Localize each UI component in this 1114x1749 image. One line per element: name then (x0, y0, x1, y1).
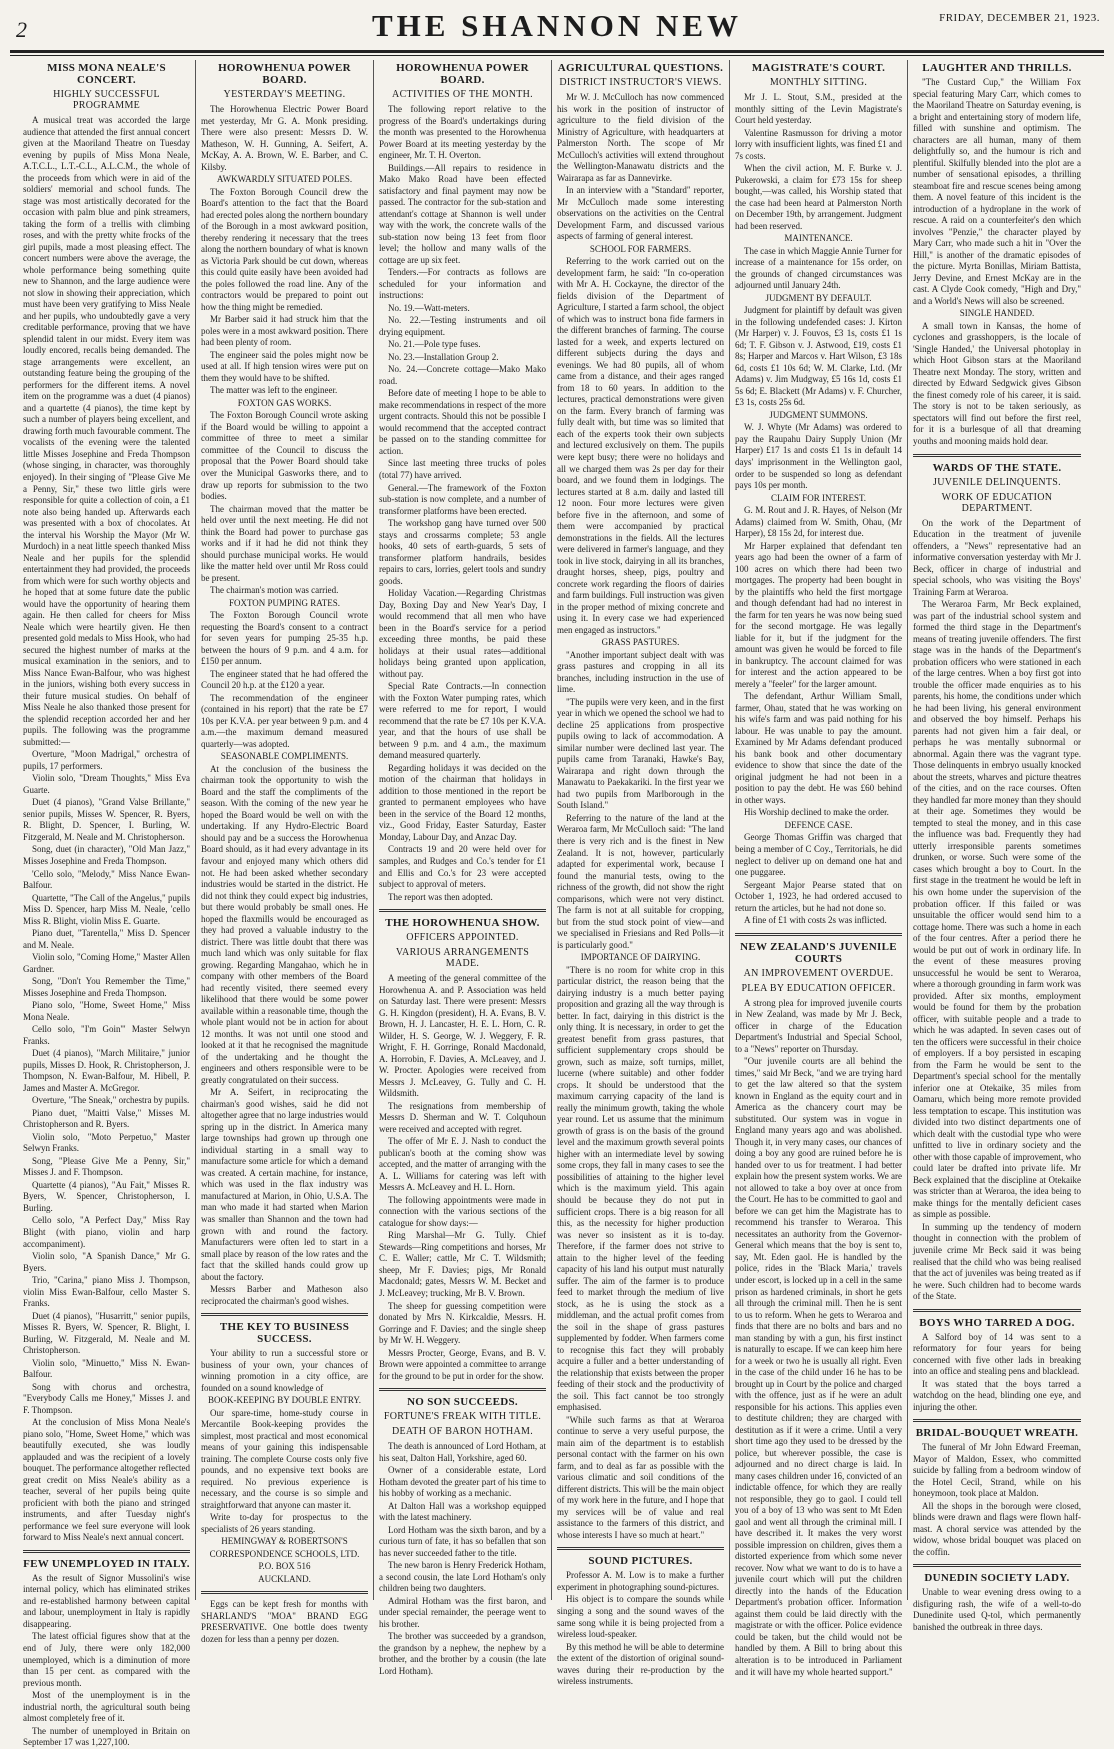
paragraph: BOOK-KEEPING BY DOUBLE ENTRY. (208, 1395, 361, 1406)
paragraph: SCHOOL FOR FARMERS. (589, 243, 692, 254)
paragraph: Overture, "The Sneak," orchestra by pupils. (32, 1095, 190, 1106)
paragraph: The defendant, Arthur William Small, farmer, Ohau, stated that he was working on his wife's farm and was paid nothing for his labour. He was unable to pay the amount. Examined by Mr Adams defendant produced his bank book and other documentary evidence to show that since the date of the original judgment he had not been in a position to pay the debt. He was £60 behind in other ways. (735, 691, 902, 805)
paragraph: Our spare-time, home-study course in Mercantile Book-keeping provides the simplest, most practical and most economical means of your gaining this indispensable training. The complete Course costs only five pounds, and no expensive text books are required. No previous experience is necessary, and the course is so simple and straightforward that anyone can master it. (201, 1407, 368, 1510)
article-headline: HOROWHENUA POWER BOARD. (396, 62, 529, 86)
paragraph: The report was then adopted. (388, 891, 493, 902)
paragraph: The workshop gang have turned over 500 stays and crossarms complete; 53 angle hooks, 40 sets of earth-guards, 5 sets of transformer platform handrails, besides repairs to cars, lorries, gelert tools and sundry goods. (379, 518, 546, 586)
article-subhead: ACTIVITIES OF THE MONTH. (392, 89, 533, 100)
column-rule (557, 1547, 724, 1550)
paragraph: Buildings.—All repairs to residence in Mako Mako Road have been effected satisfactory and final payment may now be passed. The contractor for the sub-station and attendant's cottage at Shannon is well under way with the work, the concrete walls of the sub-station now being 13 feet from floor level; the hollow and many walls of the cottage are up six feet. (379, 162, 546, 265)
article-headline: DUNEDIN SOCIETY LADY. (924, 1572, 1070, 1585)
paragraph: At the conclusion of the business the chairman took the opportunity to wish the Board and the staff the compliments of the season. With the coming of the new year he hoped the Board would be well on with the undertaking. If any Hydro-Electric Board should pay and be a success the Horowhenua Board should, as it had every advantage in its favour and enjoyed many which others did not. He had been asked whether secondary industries would be started in the district. He did not think they could expect big industries, but there would probably be small ones. He hoped the flaxmills would be encouraged as they had proved a valuable industry to the district. There was little doubt that there was much land which was only suitable for flax growing. Regarding Mangahao, which he in company with other members of the Board had recently visited, there seemed every likelihood that there would be some power available within a reasonable time, though the whole plant would not be in action for about 12 months. It was not until one stood and looked at it that he recognised the magnitude of the undertaking and he thought the engineers and others responsible were to be greatly congratulated on their success. (201, 763, 368, 1085)
paragraph: Write to-day for prospectus to the specialists of 26 years standing. (201, 1512, 368, 1534)
paragraph: The Foxton Borough Council wrote requesting the Board's consent to a contract for seven years for pumping 25-35 h.p. between the hours of 9 p.m. and 4 a.m. for £150 per annum. (201, 610, 368, 667)
column-rule (735, 933, 902, 936)
paragraph: Ring Marshal—Mr G. Tully. Chief Stewards—Ring competitions and horses, Mr C. E. Waller; cattle, Mr C. T. Wildsmith; sheep, Mr F. Davies; pigs, Mr Ronald Macdonald; gates, Messrs W. M. Becket and J. McLeavey; trucking, Mr B. V. Brown. (379, 1230, 546, 1298)
paragraph: The recommendation of the engineer (contained in his report) that the rate be £7 10s per K.V.A. per year between 9 p.m. and 4 a.m.—the maximum demand measured quarterly—was adopted. (201, 692, 368, 749)
paragraph: The sheep for guessing competition were donated by Mrs N. Kirkcaldie, Messrs. H. Gorringe and F. Davies; and the single sheep by Mr W. H. Weggery. (379, 1300, 546, 1346)
paragraph: Cello solo, "I'm Goin'" Master Selwyn Franks. (23, 1024, 190, 1046)
paragraph: "While such farms as that at Weraroa continue to serve a very useful purpose, the main aim of the department is to establish personal contact with the farmer on his own farm, and to deal as far as possible with the various climatic and soil conditions of the different districts. This will be the main object of my work here in the future, and I hope that my services will be of value and real assistance to the farmers of this district, and whose interests I have so much at heart." (557, 1414, 724, 1540)
paragraph: IMPORTANCE OF DAIRYING. (580, 952, 701, 963)
article-body (379, 1441, 546, 1677)
article-subhead: DISTRICT INSTRUCTOR'S VIEWS. (559, 77, 722, 88)
article-headline: FEW UNEMPLOYED IN ITALY. (23, 1557, 190, 1570)
paragraph: Mr A. Seifert, in reciprocating the chairman's good wishes, said he did not altogether agree that no large industries would spring up in the district. In America many large townships had grown up through one individual starting in a small way to manufacture some article for which a demand was created. A certain machine, for instance, which was used in the flax industry was manufactured at Marion, in Ohio, U.S.A. The man who made it had started when Marion was smaller than Shannon and the town had grown with and round the factory. Manufacturers were often led to start in a small place by reason of the low rates and the fact that the skilled hands could grow up about the factory. (201, 1087, 368, 1282)
article-body (913, 1332, 1081, 1414)
paragraph: A Salford boy of 14 was sent to a reformatory for four years for being concerned with five other lads in breaking into an office and stealing pens and blacklead. (913, 1331, 1081, 1377)
paragraph: AUCKLAND. (258, 1573, 311, 1584)
paragraph: The offer of Mr E. J. Nash to conduct the publican's booth at the coming show was accepted, and the matter of arranging with the A. L. Williams for catering was left with Messrs A. McLeavey and H. L. Horn. (379, 1136, 546, 1193)
paragraph: All the shops in the borough were closed, blinds were drawn and flags were flown half-mast. A choral service was attended by the widow, whose bridal bouquet was placed on the coffin. (913, 1500, 1081, 1557)
paragraph: No. 24.—Concrete cottage—Mako Mako road. (379, 364, 546, 386)
advert-text: Eggs can be kept fresh for months with SHARLAND'S "MOA" BRAND EGG PRESERVATIVE. One bottle does twenty dozen for less than a penny per dozen. (201, 1599, 368, 1644)
paragraph: No. 22.—Testing instruments and oil drying equipment. (379, 315, 546, 337)
paragraph: Owner of a considerable estate, Lord Hotham devoted the greater part of his time to his hobby of working as a mechanic. (379, 1465, 546, 1499)
paragraph: W. J. Whyte (Mr Adams) was ordered to pay the Raupahu Dairy Supply Union (Mr Harper) £17 1s and costs £1 1s in default 14 days' imprisonment in the Wellington gaol, order to be suspended so long as defendant pays 10s per month. (735, 422, 902, 491)
paragraph: SINGLE HANDED. (959, 308, 1035, 319)
paragraph: Mr Harper explained that defendant ten years ago had been the owner of a farm of 100 acres on which there had been two mortgages. The property had been bought in by the plaintiffs who held the first mortgage and though defendant had had no interest in the farm for ten years he was now being sued for the second mortgage. He was legally liable for it, but if the judgment for the amount was given he would be forced to file in bankruptcy. The account claimed for was for interest and the action appeared to be merely a "feeler" for the larger amount. (735, 540, 902, 689)
article-headline: SOUND PICTURES. (588, 1555, 693, 1568)
paragraph: Violin solo, "A Spanish Dance," Mr G. Byers. (23, 1251, 190, 1273)
paragraph: DEFENCE CASE. (784, 819, 853, 830)
paragraph: Overture, "Moon Madrigal," orchestra of pupils, 17 performers. (23, 749, 190, 771)
article-subhead: PLEA BY EDUCATION OFFICER. (741, 982, 896, 994)
paragraph: Duet (4 pianos), "Grand Valse Brillante," senior pupils, Misses W. Spencer, R. Byers, R. Blight, D. Spencer, I. Burling, W. Fitzgerald, M. Neale and M. Christopherson. (23, 797, 190, 842)
paragraph: George Thomas Griffin was charged that being a member of C Coy., Territorials, he did neglect to deliver up on demand one hat and one puggaree. (735, 832, 902, 878)
paragraph: At the conclusion of Miss Mona Neale's piano solo, "Home, Sweet Home," which was beautifully executed, she was loudly applauded and was the recipient of a lovely bouquet. The performance altogether reflected great credit on Miss Neale's ability as a teacher, several of her pupils being quite proficient with both the piano and stringed instruments, and after Tuesday night's performance we feel sure everyone will look forward to Miss Neale's next annual concert. (23, 1417, 191, 1543)
paragraph: The following appointments were made in connection with the various sections of the catalogue for show days:— (379, 1194, 546, 1228)
paragraph: HEMINGWAY & ROBERTSON'S (221, 1536, 348, 1547)
paragraph: Unable to wear evening dress owing to a disfiguring rash, the wife of a well-to-do Dunedinite used Q-tol, which permanently banished the outbreak in three days. (913, 1587, 1081, 1632)
page-number: 2 (16, 17, 27, 42)
paragraph: The new baron is Henry Frederick Hotham, a second cousin, the late Lord Hotham's only children being two daughters. (379, 1560, 546, 1594)
paragraph: "The pupils were very keen, and in the first year in which we opened the school we had to decline 25 applications from prospective pupils owing to lack of accommodation. A similar number were declined last year. The pupils came from Taranaki, Hawke's Bay, Wairarapa and right down through the Manawatu to Paekakariki. In the first year we had two pupils from Marlborough in the South Island." (557, 696, 724, 811)
masthead-rule-thin (10, 55, 1104, 56)
column-1 (18, 60, 196, 1748)
column-rule (913, 1309, 1081, 1312)
paragraph: Piano duet, "Maitti Valse," Misses M. Christopherson and R. Byers. (23, 1107, 190, 1130)
article-body (913, 77, 1081, 448)
paragraph: FOXTON GAS WORKS. (237, 397, 332, 408)
paragraph: It was stated that the boys tarred a watchdog on the head, blinding one eye, and injuring the other. (913, 1378, 1081, 1412)
paragraph: FOXTON PUMPING RATES. (228, 597, 341, 608)
paragraph: Song, duet (in character), "Old Man Jazz," Misses Josephine and Freda Thompson. (23, 844, 190, 866)
paragraph: Admiral Hotham was the first baron, and under special remainder, the peerage went to his brother. (379, 1595, 546, 1629)
article-body (557, 92, 724, 1541)
paragraph: At Dalton Hall was a workshop equipped with the latest machinery. (379, 1500, 546, 1523)
article-subhead: JUVENILE DELINQUENTS. (933, 476, 1061, 488)
paragraph: The case in which Maggie Annie Turner for increase of a maintenance for 15s order, on the grounds of changed circumstances was adjourned until January 24th. (735, 245, 902, 291)
column-rule (379, 1388, 546, 1391)
paragraph: Song, "Don't You Remember the Time," Misses Josephine and Freda Thompson. (23, 976, 190, 998)
masthead (10, 8, 1104, 50)
paragraph: Piano solo, "Home, Sweet Home," Miss Mona Neale. (23, 1000, 190, 1022)
paragraph: Quartette, "The Call of the Angelus," pupils Miss D. Spencer, harp Miss M. Neale, 'cello Miss R. Blight, violin Miss E. Guarte. (23, 892, 190, 926)
paragraph: His Worship declined to make the order. (744, 807, 889, 818)
article-subhead: MONTHLY SITTING. (769, 77, 868, 88)
paragraph: No. 21.—Pole type fuses. (388, 339, 481, 350)
paragraph: Valentine Rasmusson for driving a motor lorry with insufficient lights, was fined £1 and 7s costs. (735, 127, 902, 161)
paragraph: The number of unemployed in Britain on September 17 was 1,227,100. (23, 1725, 190, 1748)
paragraph: AWKWARDLY SITUATED POLES. (216, 174, 353, 185)
article-body (913, 1442, 1081, 1558)
paragraph: Lord Hotham was the sixth baron, and by a curious turn of fate, it has so befallen that son has never succeeded father to the title. (379, 1524, 546, 1558)
article-headline: HOROWHENUA POWER BOARD. (218, 62, 351, 86)
paragraph: MAINTENANCE. (784, 233, 853, 244)
paragraph: A small town in Kansas, the home of cyclones and grasshoppers, is the locale of 'Single Handed,' the Universal photoplay in which Hoot Gibson stars at the Maoriland Theatre next Monday. The story, written and directed by Edward Sedgwick gives Gibson the finest comedy role of his career, it is said. The story is not to be taken seriously, as spectators will find out before the first reel, for it is a burlesque of all that dreaming youths and mooning maids hold dear. (913, 320, 1081, 446)
paragraph: Your ability to run a successful store or business of your own, your chances of winning promotion in a city office, are founded on a sound knowledge of (201, 1348, 368, 1393)
paragraph: Before date of meeting I hope to be able to make recommendations in respect of the more urgent contracts. Should this not be possible I would recommend that the accepted contract be passed on to the standing committee for action. (379, 388, 546, 456)
paragraph: The funeral of Mr John Edward Freeman, Mayor of Maldon, Essex, who committed suicide by falling from a bedroom window of the Hotel Cecil, Strand, while on his honeymoon, took place at Maldon. (913, 1442, 1081, 1499)
paragraph: The matter was left to the engineer. (210, 385, 338, 396)
paragraph: The chairman moved that the matter be held over until the next meeting. He did not think the Board had power to purchase gas works and if it had he did not think they should purchase municipal works. He would like the matter held over until Mr Ross could be present. (201, 503, 368, 583)
article-body (735, 998, 902, 1678)
paragraph: The Weraroa Farm, Mr Beck explained, was part of the industrial school system and formed the third stage in the Department's means of treating juvenile offenders. The first stage was in the hands of the Department's probation officers who were stationed in each of the large centres. When a boy first got into trouble the officer made enquiries as to his parents, his home, the conditions under which he had been living, his general environment and observed the boy himself. Perhaps his parents had not given him a fair deal, or perhaps he was mentally subnormal or abnormal. Again there was the vagrant type. Those delinquents in embryo usually knocked about the streets, wharves and picture theatres of the cities, and on the race courses. Often they handled far more money than they should at their age. Sometimes they would be tempted to steal the money, and in this case the influence was bad. Frequently they had utterly irresponsible parents sometimes drunken, or worse. Such were some of the cases which brought a boy to Court. In the first stage in the treatment he would be left in his own home under the supervision of the probation officer. If this failed or was unsuitable the officer would send him to a cottage home. There was such a home in each of the four centres. After a period there he would be put out of work in ordinary life. In the event of these measures proving unsuccessful he would be sent to Weraroa, where a thorough grounding in farm work was provided. After six months, employment would be found for them by the probation officer, with suitable people and a trade to which he was adapted. In seven cases out of ten the officers were successful in their choice of employers. If a boy persisted in escaping from the Farm he would be sent to the Department's special school for the mentally inferior one at Otekaike, 35 miles from Oamaru, which being more remote provided less temptation to escape. This institution was divided into two distinct departments one of which dealt with the custodial type who were unfitted to live in ordinary society and the other with those capable of improvement, who could later be drafted into private life. Mr Beck explained that the discipline at Otekaike was stricter than at Weraroa, the idea being to make things for the mentally deficient cases as simple as possible. (913, 599, 1081, 1220)
article-body (201, 104, 368, 1307)
paragraph: Piano duet, "Tarentella," Miss D. Spencer and M. Neale. (23, 928, 190, 950)
paragraph: Sergeant Major Pearse stated that on October 1, 1923, he had ordered accused to return the articles, but he had not done so. (735, 879, 902, 913)
paragraph: Since last meeting three trucks of poles (total 77) have arrived. (379, 458, 546, 480)
column-rule (913, 1419, 1081, 1422)
article-body (23, 115, 190, 1544)
paragraph: Messrs Procter, George, Evans, and B. V. Brown were appointed a committee to arrange for the ground to be put in order for the show. (379, 1347, 546, 1381)
paragraph: Tenders.—For contracts as follows are scheduled for your information and instructions: (379, 267, 546, 301)
paragraph: SEASONABLE COMPLIMENTS. (220, 751, 349, 762)
paragraph: P.O. BOX 516 (258, 1561, 311, 1572)
paragraph: "Another important subject dealt with was grass pastures and cropping in all its branches, including instruction in the use of lime. (557, 649, 724, 695)
paragraph: The latest official figures show that at the end of July, there were only 182,000 unemployed, which is a diminution of more than 15 per cent. as compared with the previous month. (23, 1631, 190, 1688)
article-headline: MAGISTRATE'S COURT. (751, 62, 886, 74)
column-5 (730, 60, 908, 1677)
column-rule (913, 454, 1081, 457)
paragraph: JUDGMENT BY DEFAULT. (765, 292, 872, 303)
column-rule (23, 1550, 190, 1553)
masthead-rule (10, 50, 1104, 53)
paragraph: The Foxton Borough Council drew the Board's attention to the fact that the Board had erected poles along the northern boundary of the Borough in a most awkward position, thereby rendering it necessary that the trees along the northern boundary of what is known as Victoria Park should be cut down, whereas this could quite easily have been avoided had the poles followed the road line. Any of the contractors would be prepared to point out how the thing might be remedied. (201, 186, 368, 312)
column-rule (201, 1313, 368, 1316)
article-subhead: VARIOUS ARRANGEMENTS MADE. (395, 947, 530, 970)
paragraph: "The Custard Cup," the William Fox special featuring Mary Carr, which comes to the Maoriland Theatre on Saturday evening, is a bright and entertaining story of modern life, filled with sunshine and optimism. The characters are all human, many of them delightfully so, and the humour is rich and plentiful. Skilfully blended into the plot are a number of sensational episodes, a thrilling steamboat fire and rescue scenes being among them. A novel feature of this incident is the introduction of a hydroplane in the work of rescue. A raid on a counterfeiter's den which involves "Penzie," the character played by Mary Carr, who made such a hit in "Over the Hill," is another of the dramatic episodes of the picture. Myrta Bonillas, Miriam Battista, Jerry Devine, and Ernest McKay are in the cast. A Clyde Cook comedy, "High and Dry," and a World's News will also be screened. (913, 77, 1081, 306)
paragraph: The death is announced of Lord Hotham, at his seat, Dalton Hall, Yorkshire, aged 60. (379, 1441, 546, 1463)
column-2 (196, 60, 374, 1644)
article-body (23, 1573, 190, 1749)
paragraph: G. M. Rout and J. R. Hayes, of Nelson (Mr Adams) claimed from W. Smith, Ohau, (Mr Harper), £8 15s 2d, for interest due. (735, 505, 902, 539)
article-headline: MISS MONA NEALE'S CONCERT. (47, 62, 166, 86)
paragraph: "There is no room for white crop in this particular district, the reason being that the dairying industry is a much better paying proposition and grazing all the way through is better. In fact, dairying in this district is the only thing. It is necessary, in order to get the greatest benefit from grass pastures, that sufficient supplementary crops should be grown, such as maize, soft turnips, millet, lucerne (where suitable) and other fodder crops. It should be understood that the maximum carrying capacity of the land is really the minimum growth, taking the whole year round. Let us assume that the minimum growth of grass is on the basis of the ground level and the maximum growth several points higher with an intermediate level by sowing some crops, they fall in many cases to see the possibilities of attaining to the higher level which is the maximum yield. This again should be because they do not put in sufficient crops. There is a big reason for all this, as the necessity for higher production was never so insistent as it is to-day. Therefore, if the farmer does not strive to attain to the higher level of the feeding capacity of his land his output must naturally suffer. The aim of the farmer is to produce feed to market through the medium of live stock, as he is using the stock as a middleman, and the actual profit comes from the soil in the shape of grass pastures supplemented by fodder. When farmers come to recognise this fact they will probably acquire a fuller and a better understanding of the relationship that exists between the proper feeding of their stock and the productivity of the soil. This fact cannot be too strongly emphasised. (557, 964, 724, 1413)
paragraph: Regarding holidays it was decided on the motion of the chairman that holidays in addition to those mentioned in the report be granted to permanent employees who have been in the service of the Board 12 months, viz., Good Friday, Easter Saturday, Easter Monday, Labour Day, and Anzac Day. (379, 762, 546, 842)
paragraph: In summing up the tendency of modern thought in connection with the problem of juvenile crime Mr Beck said it was being realised that the child who was being realised that the act of juveniles was being treated as if he were. Such children had to become wards of the State. (913, 1221, 1081, 1302)
article-headline: NEW ZEALAND'S JUVENILE COURTS (740, 940, 897, 965)
paragraph: His object is to compare the sounds while singing a song and the sound waves of the same song while it is being projected from a wireless loud-speaker. (557, 1594, 724, 1640)
column-3 (374, 60, 552, 1676)
paragraph: Mr W. J. McCulloch has now commenced his work in the position of instructor of agriculture to the field division of the Ministry of Agriculture, with headquarters at Palmerston North. The scope of Mr McCulloch's activities will extend throughout the Wellington-Manawatu districts and the Wairarapa as far as Dannevirke. (557, 92, 724, 183)
advert-body (201, 1348, 368, 1585)
article-body (379, 104, 546, 903)
paragraph: Holiday Vacation.—Regarding Christmas Day, Boxing Day and New Year's Day, I would recommend that all men who have been in the Board's service for a period exceeding three months, be paid these holidays at their usual rates—additional holidays being granted upon application, without pay. (379, 588, 546, 679)
article-subhead: YESTERDAY'S MEETING. (223, 89, 346, 100)
column-6 (908, 60, 1086, 1632)
paragraph: Violin solo, "Moto Perpetuo," Master Selwyn Franks. (23, 1131, 190, 1154)
paragraph: 'Cello solo, "Melody," Miss Nance Ewan-Balfour. (23, 868, 190, 891)
article-subhead: WORK OF EDUCATION DEPARTMENT. (941, 491, 1053, 514)
paragraph: Contracts 19 and 20 were held over for samples, and Rudges and Co.'s tender for £1 and Ellis and Co.'s for 23 were accepted subject to approval of meters. (379, 844, 546, 890)
paragraph: A musical treat was accorded the large audience that attended the first annual concert given at the Maoriland Theatre on Tuesday evening by pupils of Miss Mona Neale, A.T.C.L., L.T.-C.L., A.L.C.M., the whole of the proceeds from which were in aid of the soldiers' memorial and school funds. The stage was most artistically decorated for the occasion with palm blue and pink streamers, taking the form of a trellis with climbing roses, and with the pretty white frocks of the girl pupils, made a most pleasing effect. The concert numbers were above the average, the whole performance being something quite new to Shannon, and the large audience were not slow in showing their appreciation, which must have been very gratifying to Miss Neale and her pupils, who undoubtedly gave a very creditable performance, proving that we have splendid talent in our midst. Every item was loudly encored, recalls being demanded. The stage arrangements were excellent, an outstanding feature being the grouping of the performers for the different items. A novel item on the programme was a duet (4 pianos) and a quartette (4 pianos), the time kept by such a number of players being excellent, and drawing forth much favourable comment. The vocalists of the evening were the talented little Misses Josephine and Freda Thompson (whose singing, in character, was thoroughly enjoyed). In their singing of "Please Give Me a Penny, Sir," these two little girls were responsible for quite a collection of coin, a £1 note also being handed up. Afterwards each was presented with a box of chocolates. At the interval his Worship the Mayor (Mr W. Murdoch) in a neat little speech thanked Miss Neale and her pupils for the splendid entertainment they had provided, the proceeds from which were for such worthy objects and he hoped that at some future date the public would have the opportunity of hearing them again. He then called for cheers for Miss Neale which were heartily given. He then presented gold medals to Miss Hook, who had secured the highest number of marks at the musical examination in the seniors, and to Miss Nance Ewan-Balfour, who was highest in the juniors, wishing both every success in their future musical studies. On behalf of Miss Neale he also thanked those present for the splendid reception accorded her and her pupils. The following was the programme submitted:— (23, 115, 190, 747)
paragraph: Violin solo, "Coming Home," Master Allen Gardner. (23, 952, 190, 974)
article-subhead: DEATH OF BARON HOTHAM. (391, 1426, 534, 1438)
paragraph: By this method he will be able to determine the extent of the distortion of original sound-waves during their re-production by the wireless instruments. (557, 1641, 724, 1687)
paragraph: Referring to the work carried out on the development farm, he said: "In co-operation with Mr A. H. Cockayne, the director of the fields division of the Department of Agriculture, I started a farm school, the object of which was to instruct bona fide farmers in the different branches of farming. The course lasted for a week, and experts lectured on different subjects during the days and evenings. We had 80 pupils, all of whom came from a distance, and their ages ranged from 18 to 60 years. In addition to the lectures, practical demonstrations were given on the farm. Every branch of farming was fully dealt with, but time was so limited that each of the experts took their own subjects and lectured exclusively on them. The pupils were kept busy; there were no holidays and all we charged them was 2s per day for their board, and we found them in lodgings. The lectures started at 8 a.m. daily and lasted till 12 noon. Four more lectures were given before five in the afternoon, and some of them were accompanied by practical demonstrations in the fields. All the lectures were delivered in farmer's language, and they took in live stock, dairying in all its branches, draught horses, sheep, pigs, poultry and concrete work regarding the floors of dairies and farm buildings. Full instruction was given in the proper method of mixing concrete and using it. In every case we had experienced men engaged as instructors." (557, 256, 724, 635)
column-4 (552, 60, 730, 1687)
columns (18, 60, 1104, 1748)
article-headline: AGRICULTURAL QUESTIONS. (557, 62, 724, 74)
paragraph: GRASS PASTURES. (601, 637, 680, 648)
article-subhead: OFFICERS APPOINTED. (406, 932, 519, 944)
paragraph: Mr Barber said it had struck him that the poles were in a most awkward position. There had been plenty of room. (201, 314, 368, 348)
paragraph: Professor A. M. Low is to make a further experiment in photographing sound-pictures. (557, 1570, 724, 1592)
paragraph: CORRESPONDENCE SCHOOLS, LTD. (209, 1548, 360, 1559)
paragraph: A fine of £1 with costs 2s was inflicted. (744, 915, 887, 926)
paragraph: Duet (4 pianos), "Husarritt," senior pupils, Misses R. Byers, W. Spencer, R. Blight, I. Burling, W. Fitzgerald, M. Neale and M. Christopherson. (23, 1310, 190, 1356)
paragraph: The following report relative to the progress of the Board's undertakings during the month was presented to the Horowhenua Power Board at its meeting yesterday by the engineer, Mr. T. H. Overton. (379, 104, 546, 161)
article-headline: WARDS OF THE STATE. (932, 461, 1062, 474)
paragraph: No. 23.—Installation Group 2. (388, 351, 499, 362)
paragraph: JUDGMENT SUMMONS. (769, 409, 868, 420)
paragraph: Violin solo, "Dream Thoughts," Miss Eva Guarte. (23, 773, 190, 795)
paragraph: Cello solo, "A Perfect Day," Miss Ray Blight (with piano, violin and harp accompaniment). (23, 1215, 190, 1249)
article-headline: NO SON SUCCEEDS. (407, 1396, 518, 1409)
issue-date: FRIDAY, DECEMBER 21, 1923. (939, 12, 1100, 24)
article-headline: BOYS WHO TARRED A DOG. (919, 1316, 1075, 1329)
paragraph: The resignations from membership of Messrs D. Sherman and W. T. Colquhoun were received and accepted with regret. (379, 1100, 546, 1134)
article-subhead: AN IMPROVEMENT OVERDUE. (743, 967, 894, 979)
article-headline: BRIDAL-BOUQUET WREATH. (915, 1427, 1079, 1440)
article-body (913, 1587, 1081, 1633)
paragraph: CLAIM FOR INTEREST. (770, 492, 867, 503)
article-subhead: FORTUNE'S FREAK WITH TITLE. (383, 1411, 542, 1423)
paragraph: Song, "Please Give Me a Penny, Sir," Misses J. and F. Thompson. (23, 1155, 190, 1178)
column-rule (201, 1591, 368, 1594)
paragraph: A strong plea for improved juvenile courts in New Zealand, was made by Mr J. Beck, officer in charge of the Education Department's Industrial and Special School, to a "News" reporter on Thursday. (735, 997, 902, 1054)
article-subhead: HIGHLY SUCCESSFUL PROGRAMME (53, 89, 160, 111)
paragraph: Song with chorus and orchestra, "Everybody Calls me Honey," Misses J. and F. Thompson. (23, 1381, 190, 1415)
paragraph: Most of the unemployment is in the industrial north, the agricultural south being almost completely free of it. (23, 1690, 190, 1724)
paragraph: "Our juvenile courts are all behind the times," said Mr Beck, "and we are trying hard to get the law altered so that the system known in England as the equity court and in America as the chancery court may be substituted. Our system was in vogue in England many years ago and was abolished. Though it, in very many cases, our chances of doing a boy any good are ruined before he is handed over to us for treatment. I had better explain how the present system works. We are not allowed to take a boy over at once from the Court. He has to be committed to gaol and before we can get him the Magistrate has to recommend his transfer to Weraroa. This necessitates an authority from the Governor-General which means that the boy is sent to, say, Mt. Eden gaol. He is handled by the police, rides in the 'Black Maria,' travels under escort, is locked up in a cell in the same prison as hardened criminals, in short he gets all through the criminal mill. Then he is sent to us to reform. When he gets to Weraroa and finds that there are no bolts and bars and no man standing by with a gun, his first instinct is naturally to escape. If we can keep him here for a week or two he is usually all right. Even in the case of the child under 16 he has to be brought up in Court by the police and charged with the offence, just as if he were an adult responsible for his actions. This applies even to destitute children; they are charged with destitution as if it were a crime. Until a very short time ago they used to be dressed by the police, but wherever possible, the case is adjourned and no direct charge is laid. In many cases children under 16, convicted of an indictable offence, for which they are really not responsible, they go to gaol. I could tell you of a boy of 13 who was sent to Mt Eden gaol and went all through the criminal mill. I have described it. It makes the very worst possible impression on children, gives them a distorted experience from which some never recover. Now what we want to do is to have a juvenile court which will put the children directly into the hands of the Education Department's probation officer. Information against them could be laid directly with the magistrate or with the officer. Police evidence could be taken, but the child would not be handled by them. A Bill to bring about this alteration is to be introduced in Parliament and it will have my whole hearted support." (735, 1056, 902, 1677)
paragraph: When the civil action, M. F. Burke v. J. Pukerowski, a claim for £73 15s for sheep bought,—was called, his Worship stated that the case had been heard at Palmerston North on December 19th, by arrangement. Judgment had been reserved. (735, 163, 902, 231)
paragraph: Mr J. L. Stout, S.M., presided at the monthly sitting of the Levin Magistrate's Court held yesterday. (735, 92, 902, 126)
paragraph: On the work of the Department of Education in the treatment of juvenile offenders, a "News" representative had an informative conversation yesterday with Mr J. Beck, officer in charge of industrial and special schools, who was visiting the Boys' Training Farm at Weraroa. (913, 517, 1081, 597)
paragraph: As the result of Signor Mussolini's wise internal policy, which has eliminated strikes and re-established harmony between capital and labour, unemployment in Italy is rapidly disappearing. (23, 1572, 190, 1629)
paragraph: The brother was succeeded by a grandson, the grandson by a nephew, the nephew by a brother, and the brother by a cousin (the late Lord Hotham). (379, 1631, 546, 1676)
paragraph: The Horowhenua Electric Power Board met yesterday, Mr G. A. Monk presiding. There were also present: Messrs D. W. Matheson, W. H. Gunning, A. Seifert, A. McKay, A. A. Brown, W. E. Barber, and C. Kilsby. (201, 104, 368, 172)
paragraph: The engineer said the poles might now be used at all. If high tension wires were put on them they would have to be shifted. (201, 349, 368, 383)
advert-headline: THE KEY TO BUSINESS SUCCESS. (219, 1321, 350, 1346)
paragraph: The Foxton Borough Council wrote asking if the Board would be willing to appoint a committee of three to meet a similar committee of the Council to discuss the proposal that the Power Board should take over the Municipal Gasworks there, and to draw up reports for submission to the two bodies. (201, 410, 368, 502)
paragraph: Violin solo, "Minuetto," Miss N. Ewan-Balfour. (23, 1357, 190, 1380)
paragraph: Duet (4 pianos), "March Militaire," junior pupils, Misses D. Hook, R. Christopherson, J. Thompson, N. Ewan-Balfour, M. Hibell, P. James and Master A. McGregor. (23, 1048, 190, 1093)
paragraph: In an interview with a "Standard" reporter, Mr McCulloch made some interesting observations on the activities on the Central Development Farm, and discussed various aspects of farming of general interest. (557, 185, 724, 242)
article-headline: LAUGHTER AND THRILLS. (922, 62, 1072, 74)
article-body (735, 92, 902, 927)
newspaper-title: THE SHANNON NEW (371, 8, 743, 43)
paragraph: Quartette (4 pianos), "Au Fait," Misses R. Byers, W. Spencer, Christopherson, I. Burling. (23, 1179, 190, 1213)
article-body (557, 1570, 724, 1687)
paragraph: Messrs Barber and Matheson also reciprocated the chairman's good wishes. (201, 1284, 368, 1306)
paragraph: General.—The framework of the Foxton sub-station is now complete, and a number of transformer platforms have been erected. (379, 482, 546, 516)
paragraph: Trio, "Carina," piano Miss J. Thompson, violin Miss Ewan-Balfour, cello Master S. Franks. (23, 1275, 190, 1309)
paragraph: Judgment for plaintiff by default was given in the following undefended cases: J. Kirton (Mr Harper) v. J. Fouvos, £3 1s, costs £1 1s 6d; T. F. Gibson v. J. Astwood, £19, costs £1 8s; Harper and Marcos v. Hart Wilson, £3 18s 6d, costs £1 10s 6d; W. M. Clarke, Ltd. (Mr Adams) v. Jim Mudgway, £5 16s 1d, costs £1 5s 6d; E. Blackett (Mr Adams) v. F. Churcher, £3 1s, costs 25s 6d. (735, 305, 902, 408)
paragraph: The engineer stated that he had offered the Council 20 h.p. at the £120 a year. (201, 668, 368, 691)
article-body (379, 973, 546, 1382)
article-body (913, 518, 1081, 1303)
column-rule (379, 909, 546, 912)
paragraph: The chairman's motion was carried. (210, 585, 339, 596)
paragraph: No. 19.—Watt-meters. (388, 302, 470, 313)
paragraph: Special Rate Contracts.—In connection with the Foxton Water pumping rates, which were referred to me for report, I would recommend that the rate be £7 10s per K.V.A. year, and that the hours of use shall be between 9 p.m. and 4 a.m., the maximum demand measured quarterly. (379, 681, 546, 761)
paragraph: Referring to the nature of the land at the Weraroa farm, Mr McCulloch said: "The land there is very rich and is the finest in New Zealand. It is not, however, particularly adapted for experimental work, because I found the manurial tests, owing to the richness of the growth, did not show the right comparisons, which were not very distinct. The farm is not at all suitable for cropping, but from the stud stock point of view—and we specialised in Friesians and Red Polls—it is particularly good." (557, 812, 724, 950)
article-headline: THE HOROWHENUA SHOW. (385, 917, 540, 930)
column-rule (913, 1564, 1081, 1567)
paragraph: A meeting of the general committee of the Horowhenua A. and P. Association was held on Saturday last. There were present: Messrs G. H. Kingdon (president), H. A. Evans, B. V. Brown, H. J. Lancaster, H. E. L. Horn, C. R. Wilder, H. S. George, W. J. Weggery, F. R. Wright, F. H. Gorringe, Ronald Macdonald, A. Horrobin, F. Davies, A. McLeavey, and J. W. Procter. Apologies were received from Messrs J. McLeavey, G. Tully and C. H. Wildsmith. (379, 973, 546, 1099)
